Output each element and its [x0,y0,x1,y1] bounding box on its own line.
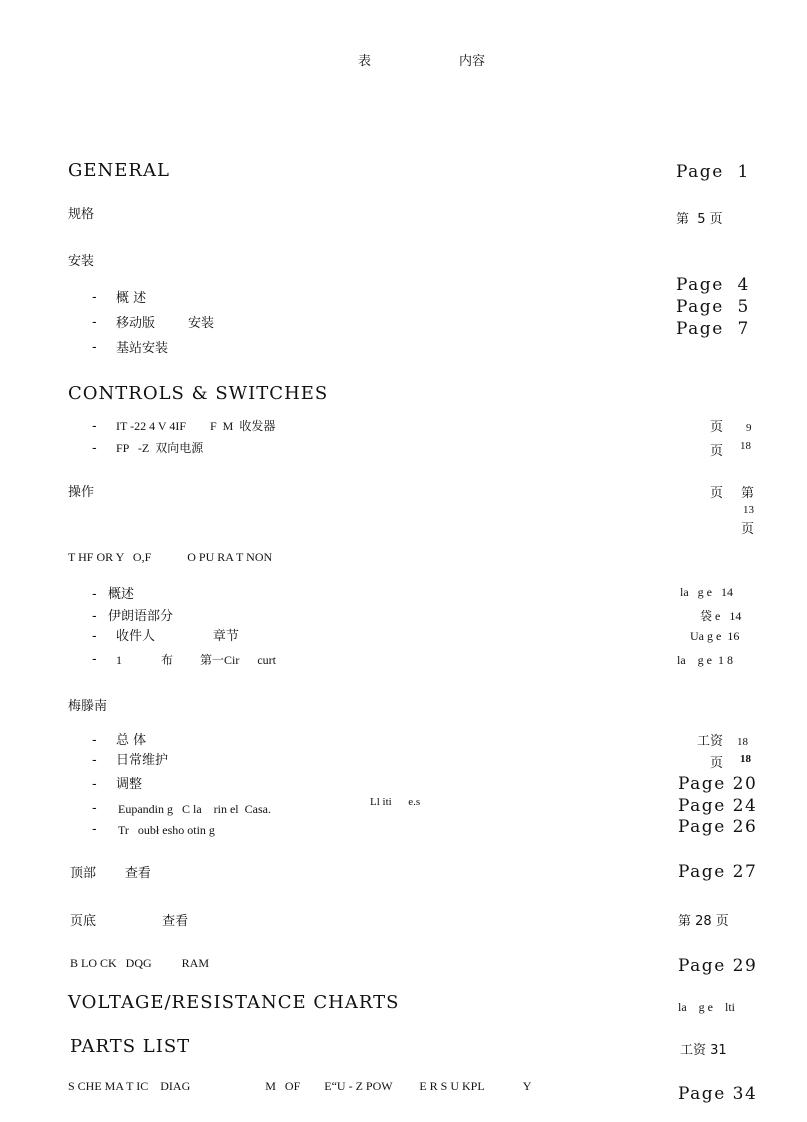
toc-spec-page: 第 5 页 [676,212,723,227]
toc-theory-item-receiver: 收件人 章节 [116,629,239,644]
toc-theory-item-section: 伊朗语部分 [108,609,174,624]
toc-install-item-base: 基站安装 [116,341,169,356]
toc-controls-item-transceiver-page-a: 页 [710,420,724,435]
toc-general-page: Page 1 [676,162,750,182]
toc-theory-item-overview: 概述 [108,587,135,602]
header-left-text: 表 [358,54,372,69]
toc-block-diagram-page: Page 29 [678,956,758,976]
list-item-dash: - [92,652,97,667]
toc-maintenance-item-adjustment-page: Page 20 [678,774,758,794]
list-item-dash: - [92,315,97,330]
toc-maintenance-item-routine-page-a: 页 [710,756,724,771]
list-item-dash: - [92,822,97,837]
toc-parts-list-page: 工资 31 [680,1043,727,1058]
toc-install-page-3: Page 7 [676,319,750,339]
toc-maintenance-item-adjustment: 调整 [116,777,143,792]
toc-operation-title: 操作 [68,485,95,500]
toc-operation-page-c: 13 [743,504,754,516]
toc-maintenance-item-general: 总 体 [116,733,147,748]
toc-schematic-page: Page 34 [678,1084,758,1104]
toc-theory-item-receiver-page: Ua g e 16 [690,629,740,643]
toc-schematic-title: S CHE MA T IC DIAG M OF E“U - Z POW E R S U KPL Y [68,1079,532,1093]
toc-maintenance-item-expanding: Eupandin g C la rin el Casa. [118,802,271,816]
toc-maintenance-item-expanding-page: Page 24 [678,796,758,816]
toc-bottom-view-page: 第 28 页 [678,914,729,929]
toc-maintenance-item-troubleshooting-page: Page 26 [678,817,758,837]
toc-block-diagram-title: B LO CK DQG RAM [70,956,210,970]
toc-theory-item-section-page: 袋 e 14 [700,609,742,623]
list-item-dash: - [92,587,97,602]
toc-voltage-charts-title: VOLTAGE/RESISTANCE CHARTS [68,992,400,1013]
toc-operation-page-b: 第 [741,486,755,501]
toc-controls-item-transceiver-page-b: 9 [746,422,752,434]
toc-operation-page-a: 页 [710,486,724,501]
list-item-dash: - [92,290,97,305]
toc-maintenance-item-general-page-b: 18 [737,736,748,748]
toc-controls-item-power-page-b: 18 [740,440,751,452]
toc-maintenance-item-troubleshooting: Tr oubł esho otin g [118,823,215,837]
toc-install-item-overview: 概 述 [116,291,147,306]
list-item-dash: - [92,733,97,748]
toc-install-title: 安装 [68,254,95,269]
toc-maintenance-side-note: Ll iti e.s [370,796,421,808]
toc-maintenance-item-routine: 日常维护 [116,753,169,768]
toc-theory-item-circuit-page: la g e 1 8 [677,653,733,667]
toc-theory-item-overview-page: la g e 14 [680,585,733,599]
toc-install-item-mobile: 移动版 安装 [116,316,215,331]
toc-spec-title: 规格 [68,207,95,222]
toc-install-page-1: Page 4 [676,275,750,295]
toc-theory-item-circuit: 1 布 第一Cir curt [116,653,276,667]
toc-voltage-charts-page: la g e lti [678,1000,735,1014]
toc-maintenance-item-general-page-a: 工资 [697,734,724,749]
list-item-dash: - [92,753,97,768]
toc-top-view-title: 顶部 查看 [70,866,151,881]
list-item-dash: - [92,801,97,816]
toc-theory-title: T HF OR Y O,F O PU RA T NON [68,550,273,564]
list-item-dash: - [92,419,97,434]
toc-bottom-view-title: 页底 查看 [70,914,189,929]
header-right-text: 内容 [459,54,486,69]
toc-maintenance-item-routine-page-b: 18 [740,753,751,765]
toc-install-page-2: Page 5 [676,297,750,317]
toc-top-view-page: Page 27 [678,862,758,882]
toc-maintenance-title: 梅滕南 [68,699,108,714]
toc-controls-item-power-page-a: 页 [710,444,724,459]
list-item-dash: - [92,629,97,644]
list-item-dash: - [92,777,97,792]
toc-controls-item-power: FP -Z 双向电源 [116,441,204,455]
toc-operation-page-d: 页 [741,522,755,537]
toc-controls-title: CONTROLS & SWITCHES [68,383,329,404]
toc-controls-item-transceiver: IT -22 4 V 4IF F M 收发器 [116,419,276,433]
list-item-dash: - [92,441,97,456]
list-item-dash: - [92,340,97,355]
list-item-dash: - [92,609,97,624]
toc-parts-list-title: PARTS LIST [70,1036,191,1057]
toc-general-title: GENERAL [68,160,170,181]
